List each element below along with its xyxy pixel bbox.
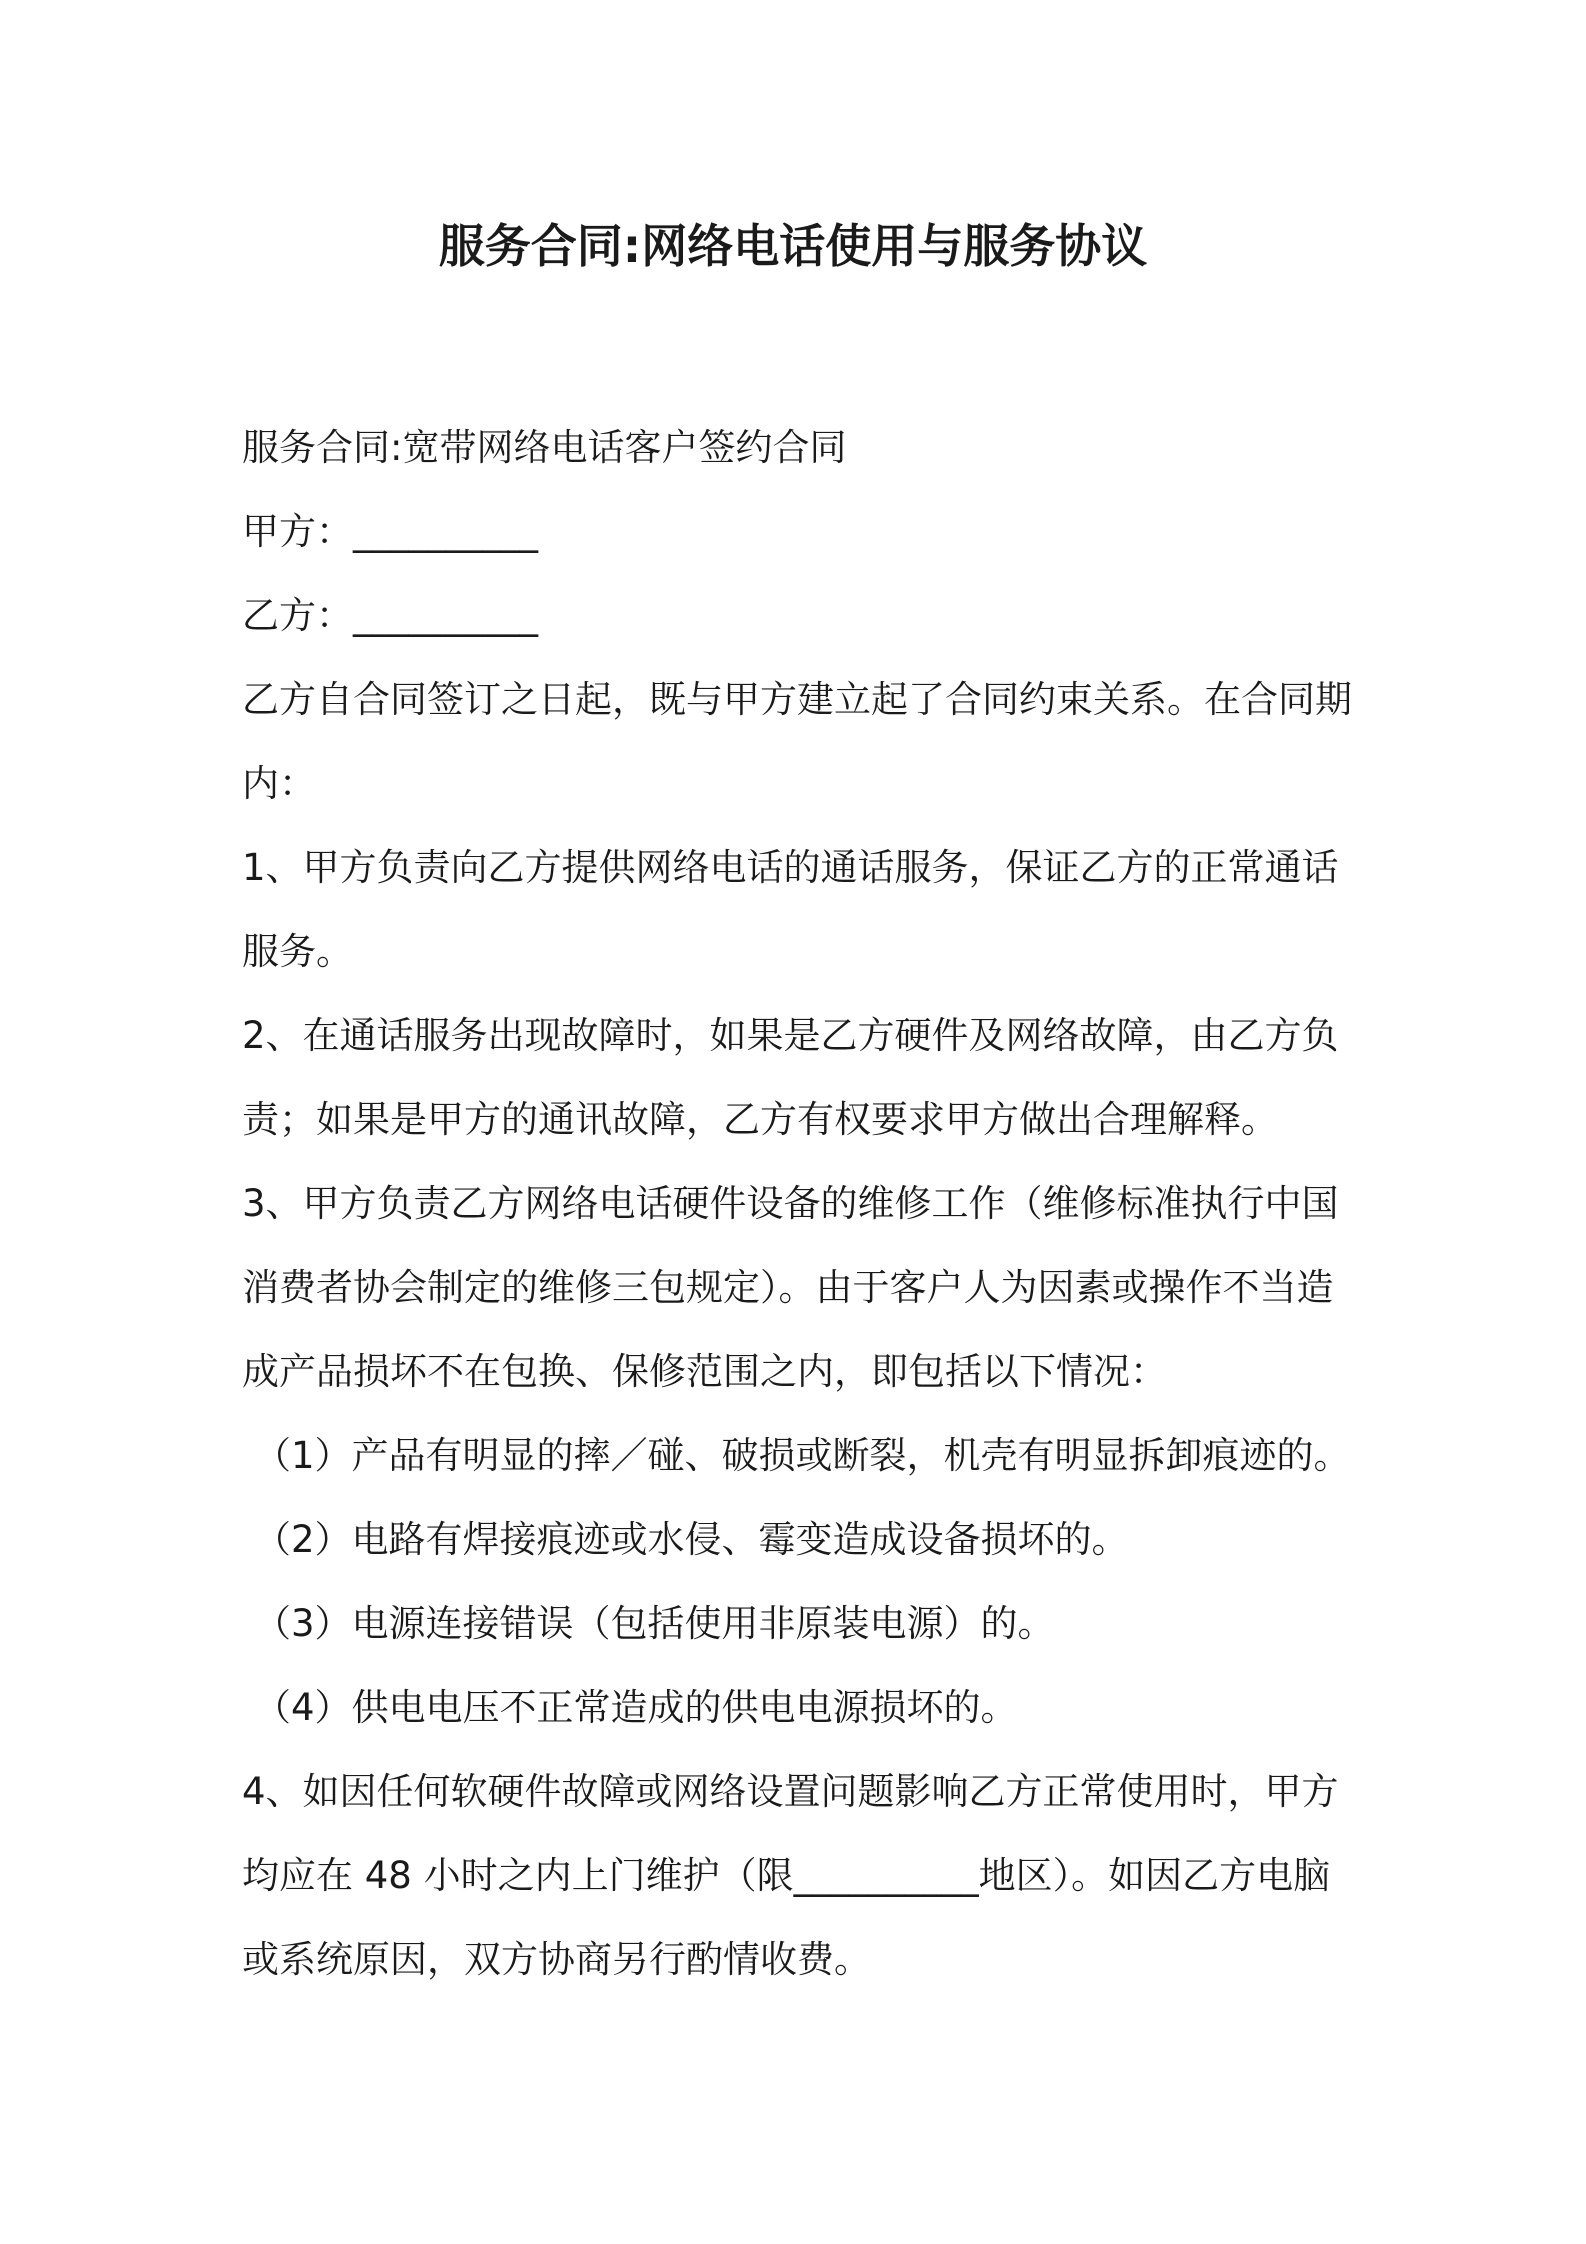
document-body bbox=[242, 406, 1362, 2002]
contract-subtitle: 服务合同:宽带网络电话客户签约合同 bbox=[242, 426, 847, 469]
clause-2: 2、在通话服务出现故障时，如果是乙方硬件及网络故障，由乙方负责；如果是甲方的通讯故障，乙方有权要求甲方做出合理解释。 bbox=[242, 1014, 1339, 1141]
intro-paragraph: 乙方自合同签订之日起，既与甲方建立起了合同约束关系。在合同期内： bbox=[242, 678, 1352, 805]
party-a-line: 甲方：__________ bbox=[242, 510, 538, 553]
clause-3-item-3: （3）电源连接错误（包括使用非原装电源）的。 bbox=[254, 1602, 1055, 1645]
clause-3-item-4: （4）供电电压不正常造成的供电电源损坏的。 bbox=[254, 1686, 1018, 1729]
clause-3: 3、甲方负责乙方网络电话硬件设备的维修工作（维修标准执行中国消费者协会制定的维修三包规定）。由于客户人为因素或操作不当造成产品损坏不在包换、保修范围之内，即包括以下情况： bbox=[242, 1182, 1339, 1393]
clause-4: 4、如因任何软硬件故障或网络设置问题影响乙方正常使用时，甲方均应在 48 小时之内上门维护（限__________地区）。如因乙方电脑或系统原因，双方协商另行酌情收费。 bbox=[242, 1770, 1339, 1981]
party-b-line: 乙方：__________ bbox=[242, 594, 538, 637]
clause-1: 1、甲方负责向乙方提供网络电话的通话服务，保证乙方的正常通话服务。 bbox=[242, 846, 1339, 973]
document-title: 服务合同:网络电话使用与服务协议 bbox=[438, 219, 1148, 273]
clause-3-item-2: （2）电路有焊接痕迹或水侵、霉变造成设备损坏的。 bbox=[254, 1518, 1129, 1561]
clause-3-item-1: （1）产品有明显的摔／碰、破损或断裂，机壳有明显拆卸痕迹的。 bbox=[254, 1434, 1351, 1477]
